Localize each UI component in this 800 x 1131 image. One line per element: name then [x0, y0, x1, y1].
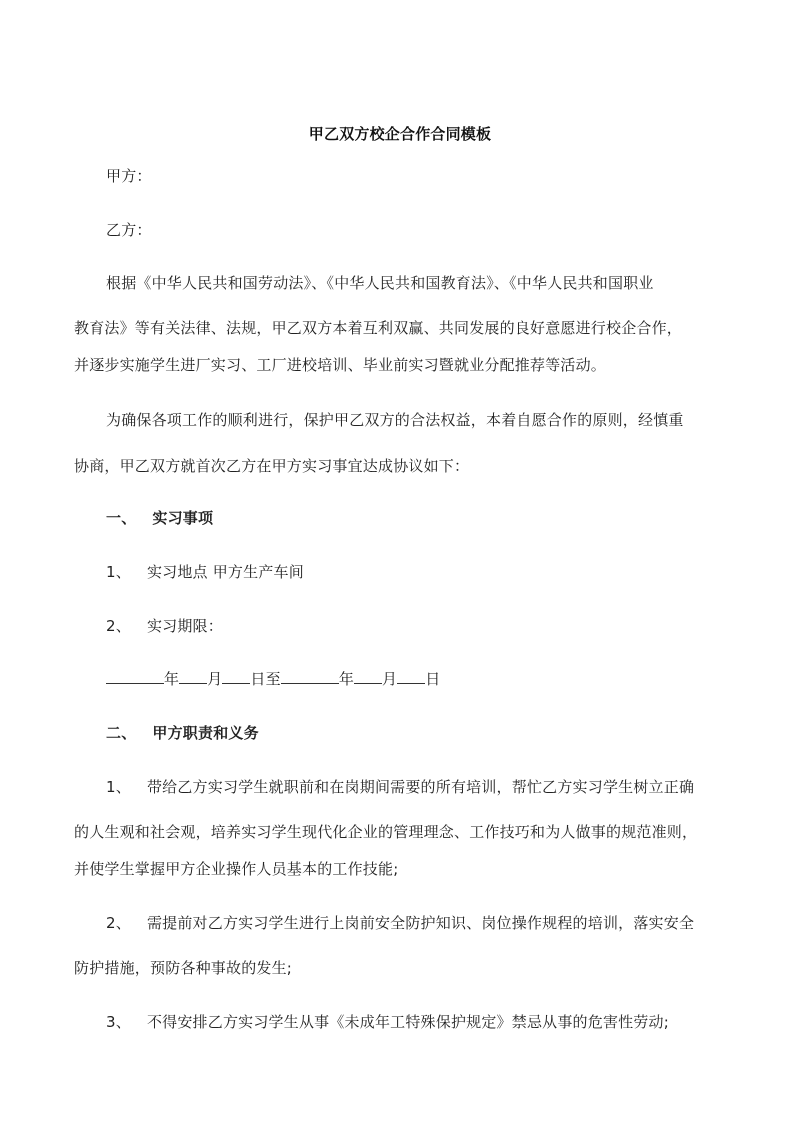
item-text: 实习期限： [146, 617, 223, 635]
section-1-number: 一、 [106, 509, 137, 527]
item-number: 3、 [106, 1013, 131, 1031]
item-number: 2、 [106, 617, 131, 635]
purpose-line-2: 协商，甲乙双方就首次乙方在甲方实习事宜达成协议如下： [74, 457, 470, 475]
day-to-label: 日至 [250, 670, 281, 688]
section-2-item-2-line-2: 防护措施，预防各种事故的发生; [74, 959, 293, 977]
section-2-heading [106, 723, 259, 743]
item-number: 1、 [106, 563, 131, 581]
month-label: 月 [207, 670, 223, 688]
purpose-line-1: 为确保各项工作的顺利进行，保护甲乙双方的合法权益，本着自愿合作的原则，经慎重 [106, 411, 684, 429]
party-a-label: 甲方： [106, 167, 152, 185]
item-number: 1、 [106, 778, 131, 796]
day-label: 日 [425, 670, 441, 688]
section-1-heading [106, 508, 213, 528]
year-label: 年 [164, 670, 180, 688]
section-2-item-1-line-3: 并使学生掌握甲方企业操作人员基本的工作技能; [74, 860, 399, 878]
section-1-item-1 [106, 562, 304, 582]
item-text: 需提前对乙方实习学生进行上岗前安全防护知识、岗位操作规程的培训，落实安全 [146, 914, 695, 932]
item-text: 带给乙方实习学生就职前和在岗期间需要的所有培训，帮忙乙方实习学生树立正确 [146, 778, 695, 796]
item-text: 实习地点 甲方生产车间 [146, 563, 304, 581]
document-title: 甲乙双方校企合作合同模板 [308, 125, 492, 143]
section-2-item-2-line-1 [106, 913, 694, 933]
date-range-field [106, 669, 440, 689]
end-day-blank[interactable] [397, 669, 425, 684]
item-number: 2、 [106, 914, 131, 932]
end-month-blank[interactable] [354, 669, 382, 684]
year-label: 年 [338, 670, 355, 688]
section-2-item-1-line-1 [106, 777, 694, 797]
item-text: 不得安排乙方实习学生从事《未成年工特殊保护规定》禁忌从事的危害性劳动; [146, 1013, 670, 1031]
intro-line-3: 并逐步实施学生进厂实习、工厂进校培训、毕业前实习暨就业分配推荐等活动。 [74, 356, 607, 374]
section-2-number: 二、 [106, 724, 137, 742]
month-label: 月 [382, 670, 398, 688]
section-2-title: 甲方职责和义务 [152, 724, 259, 742]
start-day-blank[interactable] [222, 669, 250, 684]
start-year-blank[interactable] [106, 669, 164, 684]
party-b-label: 乙方： [106, 221, 152, 239]
end-year-blank[interactable] [281, 669, 339, 684]
section-2-item-3-line-1 [106, 1012, 669, 1032]
section-1-title: 实习事项 [152, 509, 214, 527]
intro-line-2: 教育法》等有关法律、法规，甲乙双方本着互利双赢、共同发展的良好意愿进行校企合作， [74, 319, 683, 337]
section-2-item-1-line-2: 的人生观和社会观，培养实习学生现代化企业的管理理念、工作技巧和为人做事的规范准则， [74, 823, 698, 841]
start-month-blank[interactable] [179, 669, 207, 684]
intro-line-1: 根据《中华人民共和国劳动法》、《中华人民共和国教育法》、《中华人民共和国职业 [106, 274, 654, 292]
section-1-item-2 [106, 616, 223, 636]
